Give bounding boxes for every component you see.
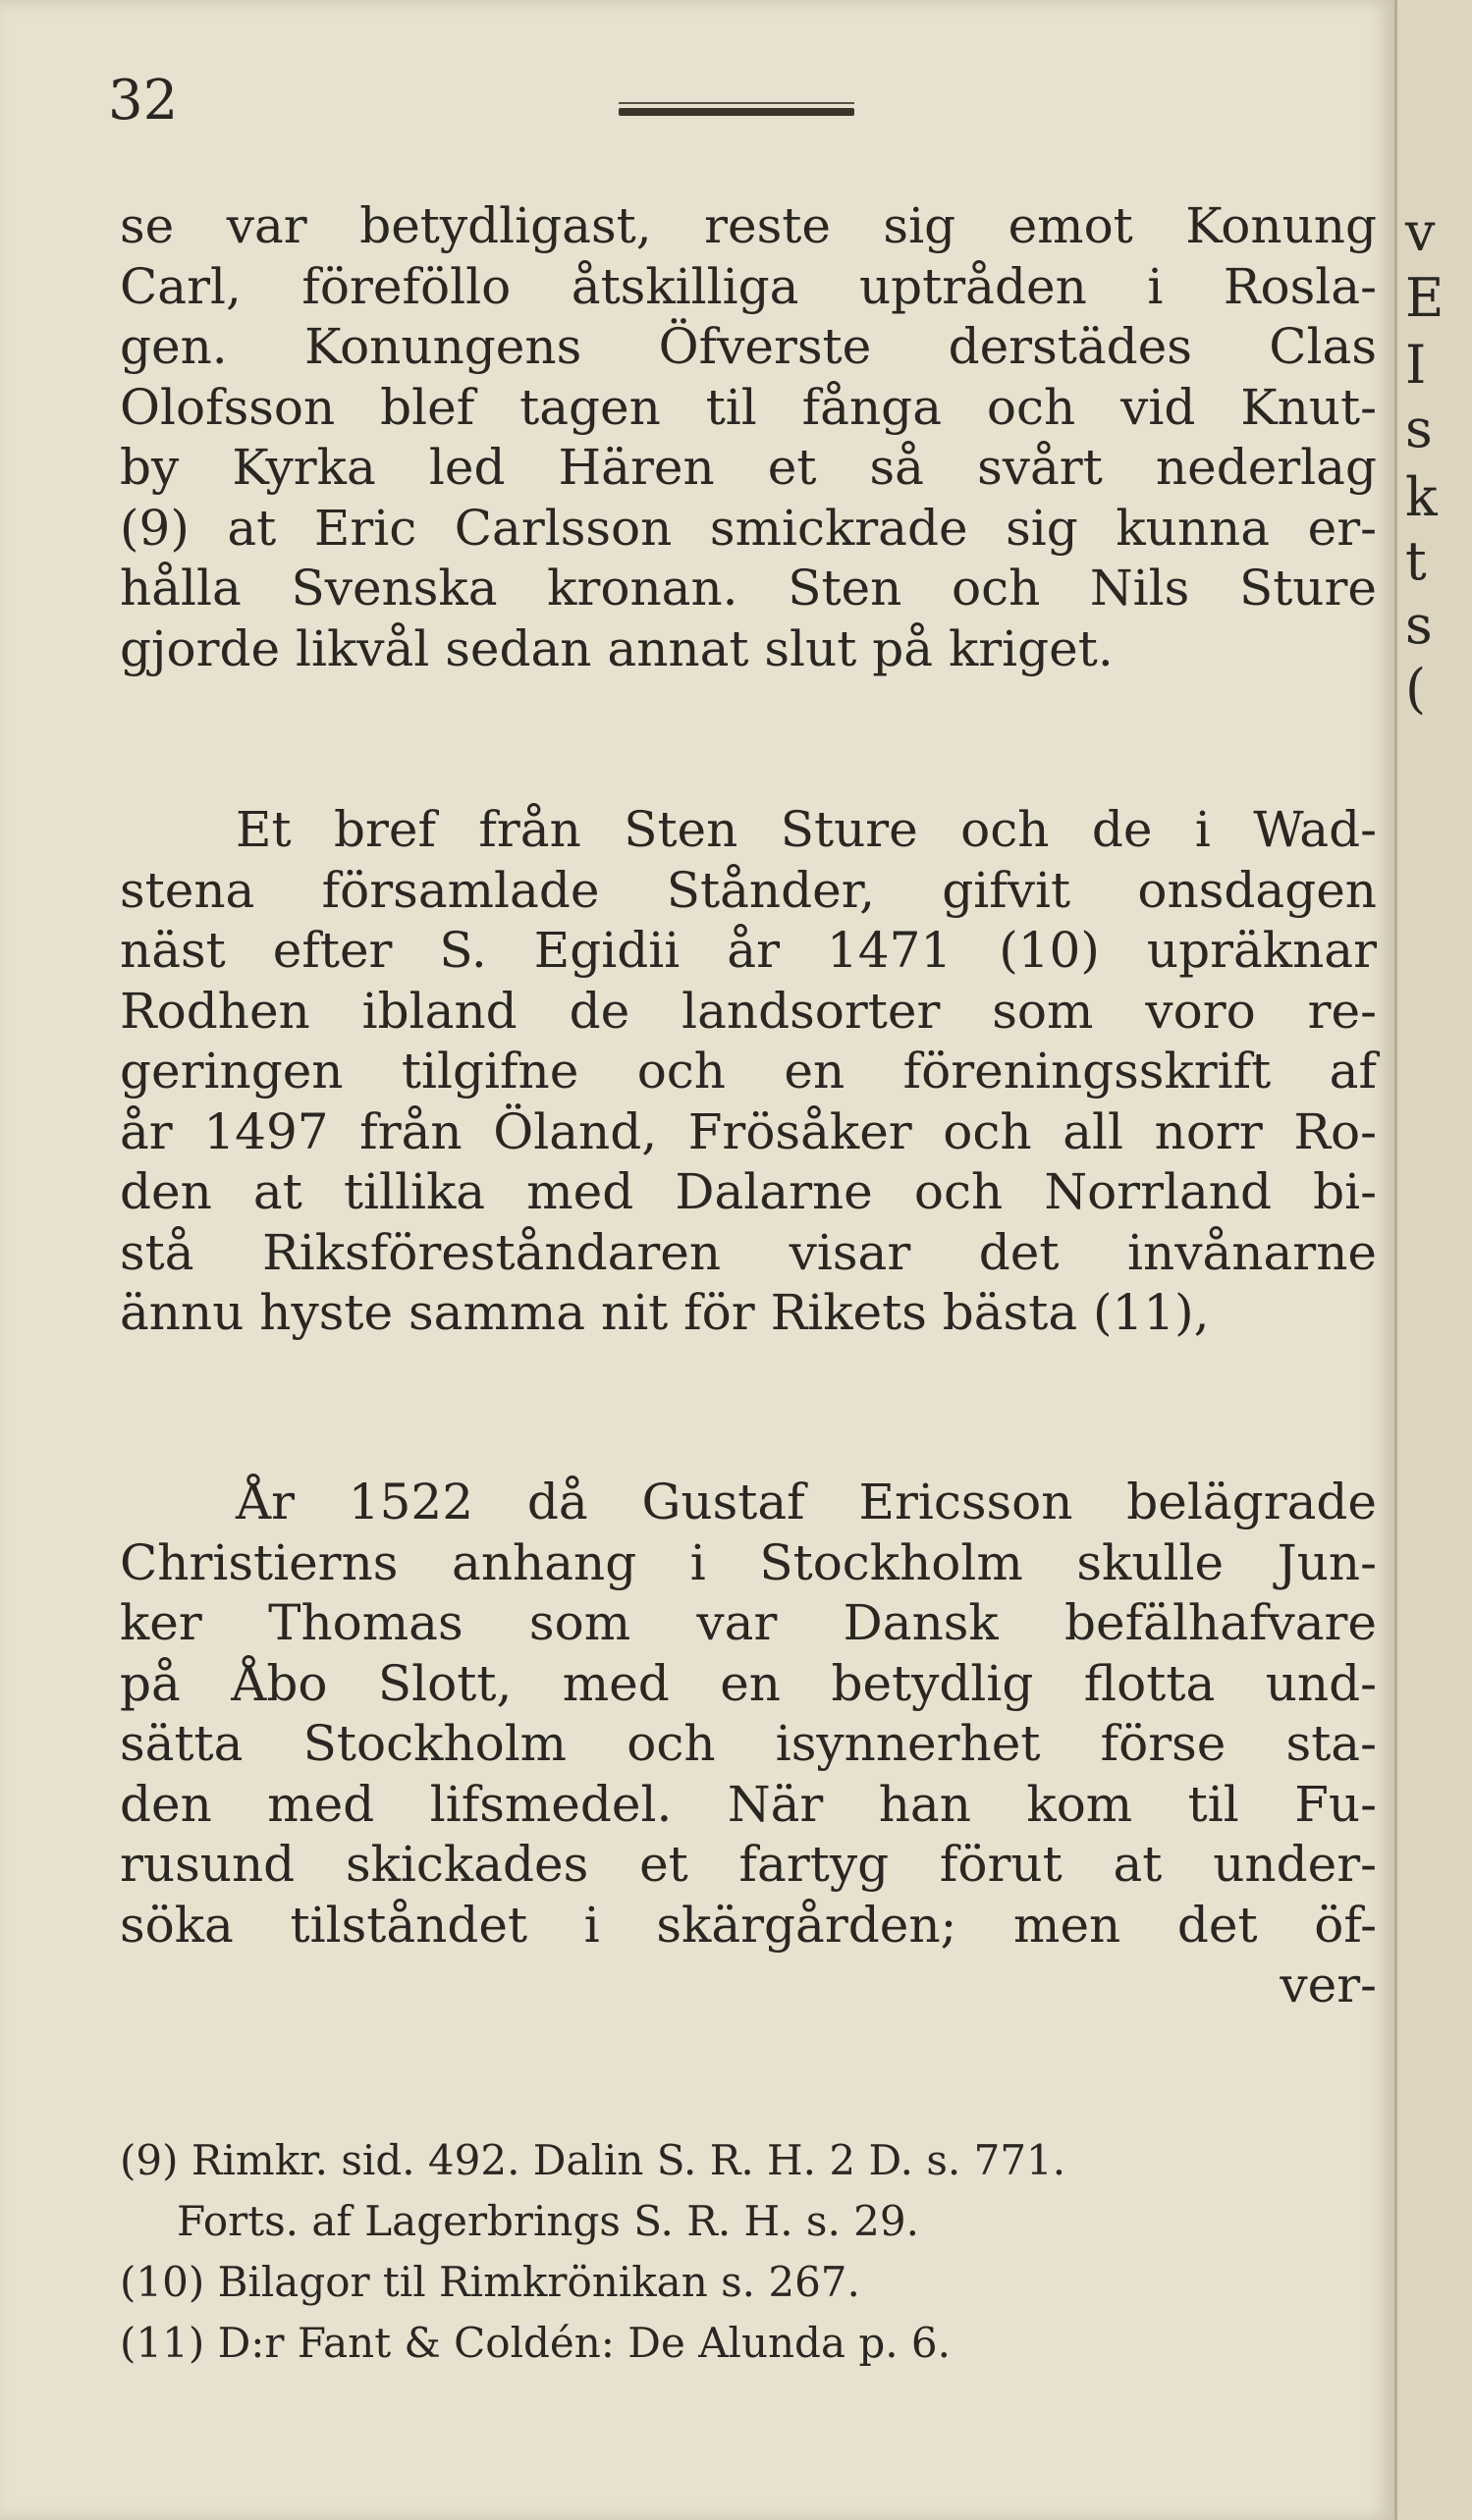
edge-letter: s — [1405, 594, 1433, 656]
text-line: se var betydligast, reste sig emot Konung — [120, 197, 1377, 254]
paragraph-2 — [120, 800, 1377, 1344]
text-line: den med lifsmedel. När han kom til Fu- — [120, 1775, 1377, 1833]
catchword: ver- — [1280, 1957, 1377, 2013]
text-line: på Åbo Slott, med en betydlig flotta und- — [120, 1654, 1377, 1712]
text-line: näst efter S. Egidii år 1471 (10) upräknar — [120, 922, 1377, 979]
text-line: stå Riksföreståndaren visar det invånarne — [120, 1223, 1377, 1281]
text-line: Et bref från Sten Sture och de i Wad- — [236, 801, 1377, 858]
text-line: söka tilståndet i skärgården; men det öf- — [120, 1896, 1377, 1954]
edge-letter: t — [1405, 530, 1427, 592]
edge-letter: E — [1405, 267, 1445, 329]
edge-letter: I — [1405, 334, 1427, 396]
edge-letter: v — [1405, 201, 1436, 263]
footnote-9: (9) Rimkr. sid. 492. Dalin S. R. H. 2 D. s. 771. — [120, 2136, 1066, 2184]
text-line: Carl, föreföllo åtskilliga uptråden i Rosla- — [120, 257, 1377, 315]
text-line: geringen tilgifne och en föreningsskrift af — [120, 1043, 1377, 1099]
text-line: år 1497 från Öland, Frösåker och all norr Ro- — [120, 1102, 1377, 1160]
paragraph-1 — [120, 196, 1377, 679]
next-page-edge — [1394, 0, 1472, 2520]
text-line: gjorde likvål sedan annat slut på kriget. — [120, 619, 1114, 677]
footnote-11: (11) D:r Fant & Coldén: De Alunda p. 6. — [120, 2319, 951, 2367]
footnotes — [120, 2130, 1377, 2374]
footnote-10: (10) Bilagor til Rimkrönikan s. 267. — [120, 2258, 860, 2306]
paragraph-3 — [120, 1473, 1377, 2016]
text-line: by Kyrka led Hären et så svårt nederlag — [120, 439, 1377, 496]
text-line: den at tillika med Dalarne och Norrland bi- — [120, 1163, 1377, 1220]
text-line: Christierns anhang i Stockholm skulle Jun- — [120, 1533, 1377, 1591]
text-line: Olofsson blef tagen til fånga och vid Knut- — [120, 378, 1377, 436]
text-line: rusund skickades et fartyg förut at under- — [120, 1836, 1377, 1893]
page-number: 32 — [108, 69, 179, 133]
text-line: ker Thomas som var Dansk befälhafvare — [120, 1594, 1377, 1651]
text-line: stena församlade Stånder, gifvit onsdagen — [120, 861, 1377, 919]
text-line: ännu hyste samma nit för Rikets bästa (11), — [120, 1284, 1210, 1341]
edge-letter: s — [1405, 398, 1433, 459]
text-line: Rodhen ibland de landsorter som voro re- — [120, 982, 1377, 1040]
edge-letter: ( — [1405, 658, 1427, 720]
footnote-9-continued: Forts. af Lagerbrings S. R. H. s. 29. — [177, 2197, 919, 2245]
text-line: (9) at Eric Carlsson smickrade sig kunna er- — [120, 499, 1377, 557]
header-rule — [619, 108, 854, 116]
text-line: sätta Stockholm och isynnerhet förse sta- — [120, 1715, 1377, 1772]
text-line: gen. Konungens Öfverste derstädes Clas — [120, 318, 1377, 375]
text-line: År 1522 då Gustaf Ericsson belägrade — [236, 1474, 1377, 1530]
text-line: hålla Svenska kronan. Sten och Nils Sture — [120, 560, 1377, 617]
edge-letter: k — [1405, 466, 1438, 528]
